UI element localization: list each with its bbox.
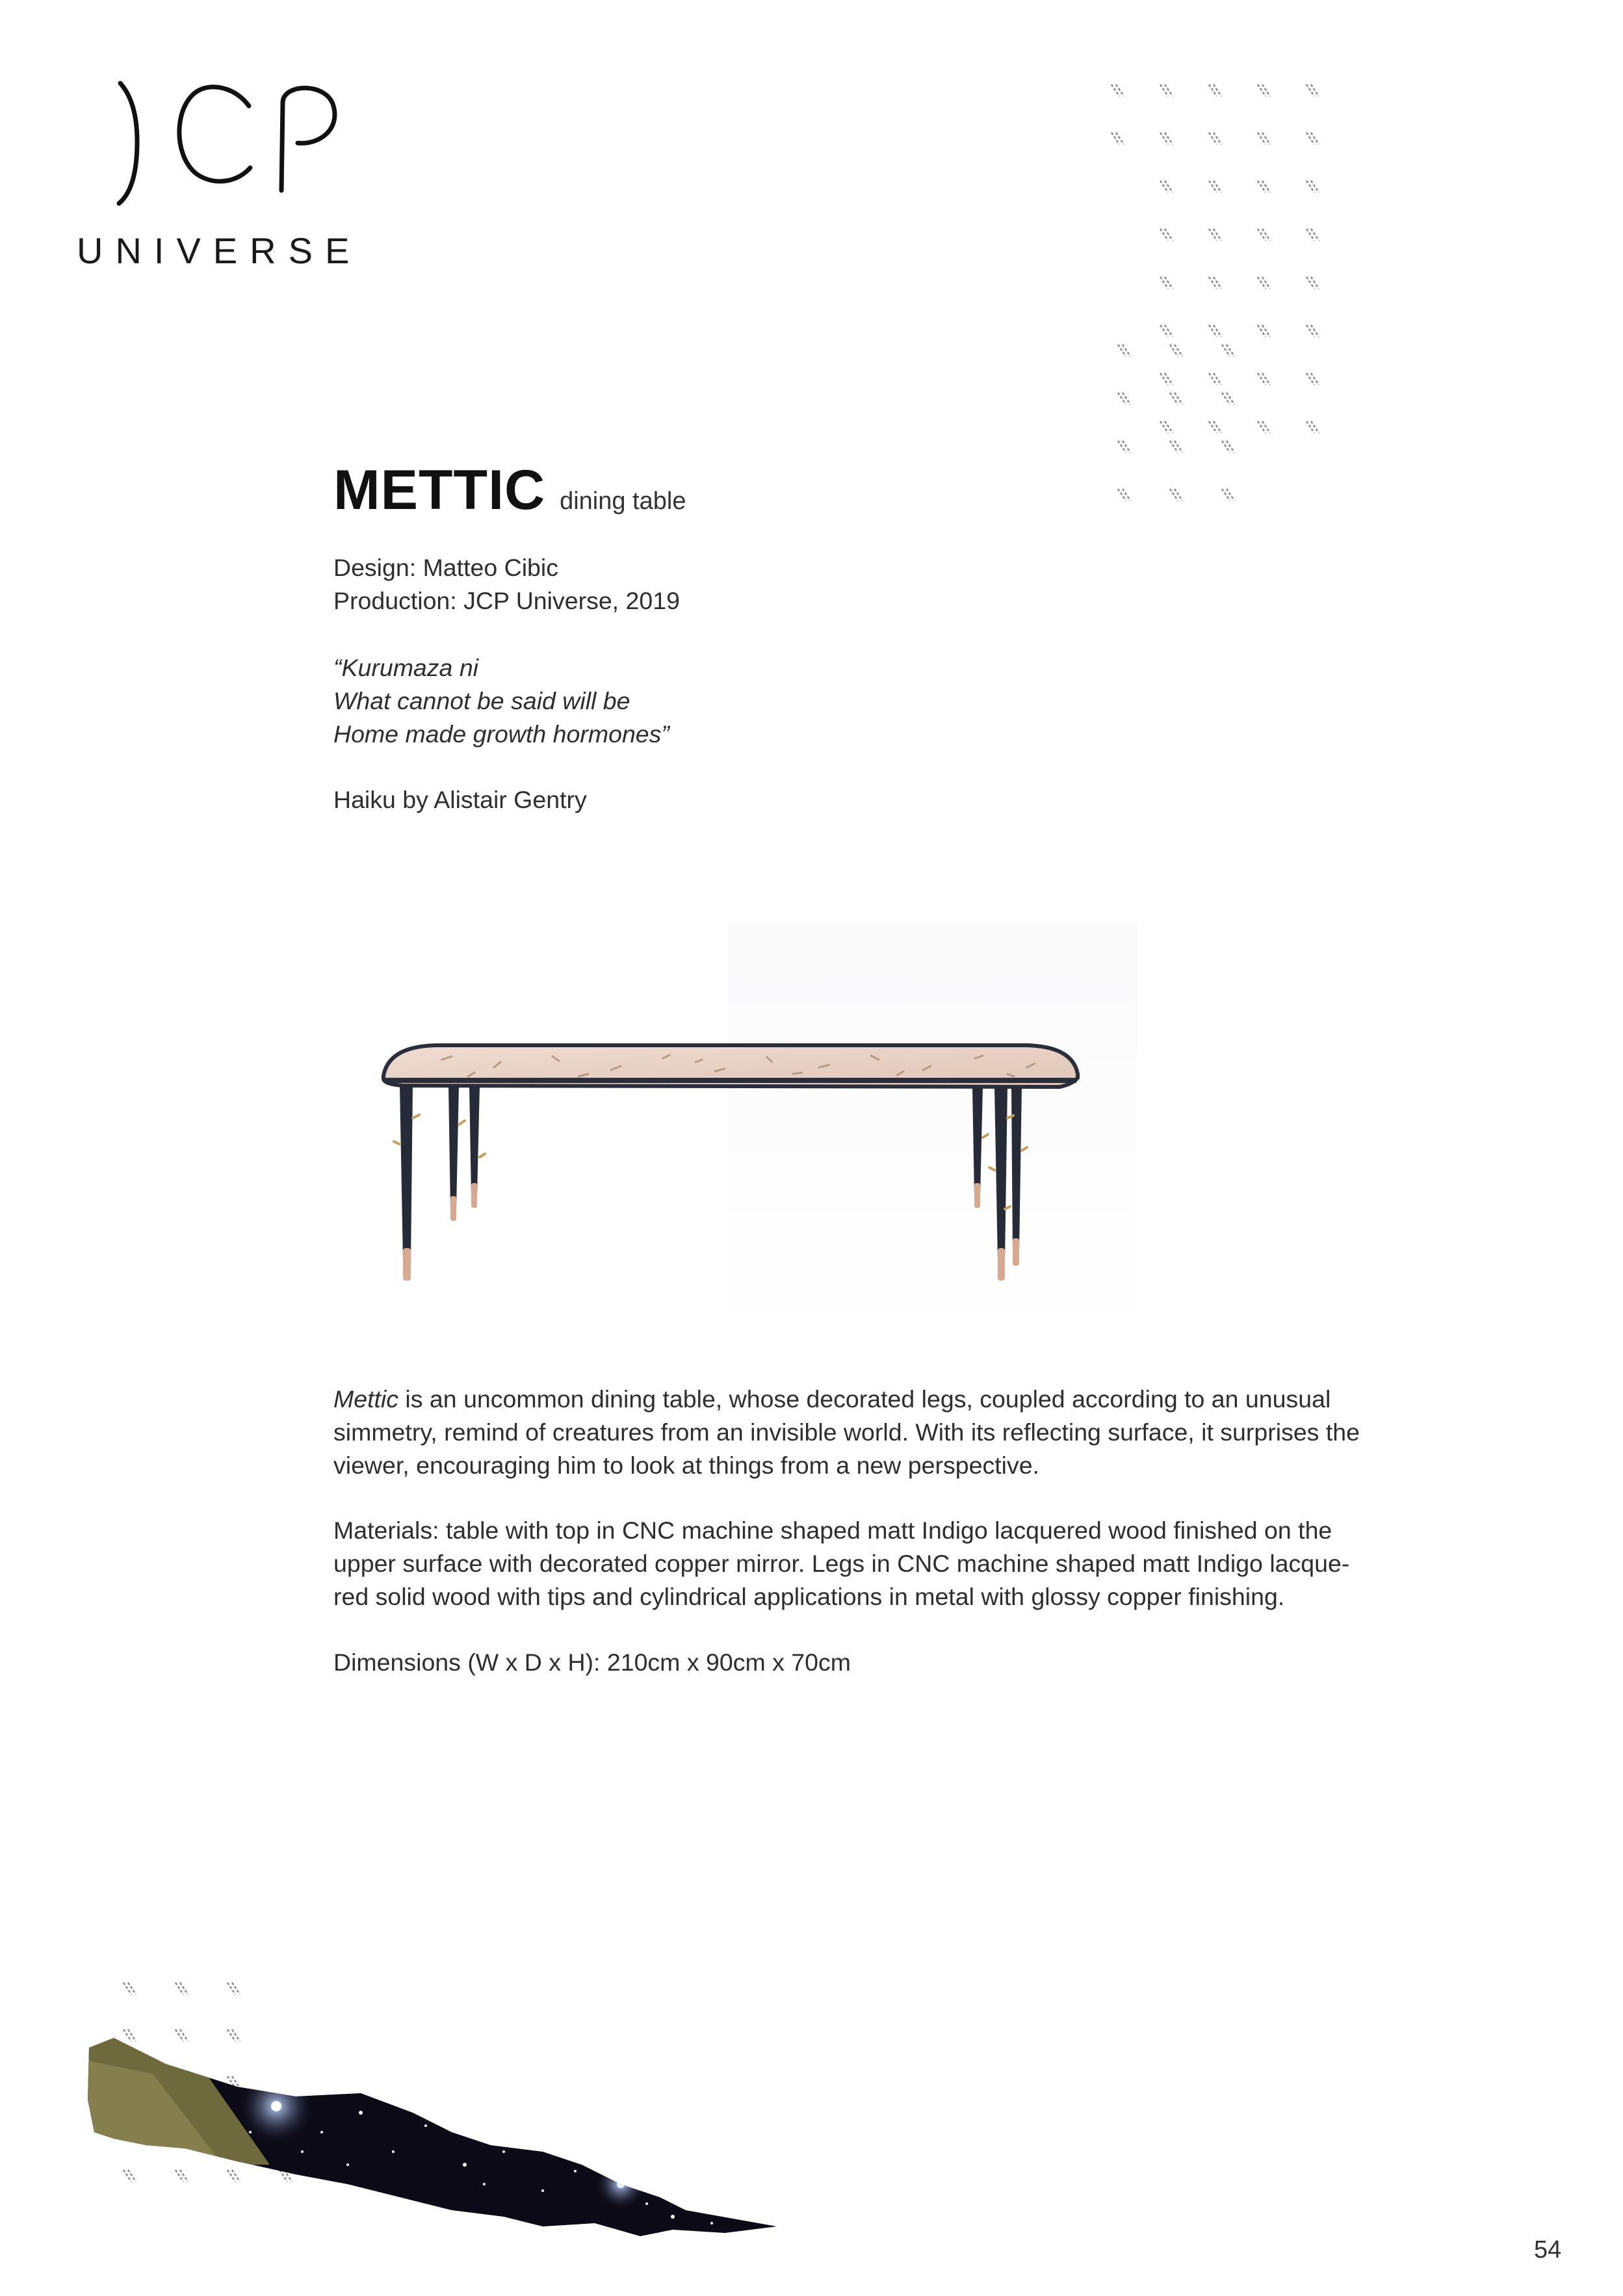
- dash-mark: [1175, 489, 1182, 501]
- haiku-line: “Kurumaza ni: [333, 654, 479, 681]
- dash-mark: [1209, 277, 1217, 289]
- dash-mark: [1311, 181, 1319, 192]
- dash-mark: [1306, 229, 1314, 241]
- dash-mark: [1160, 85, 1168, 96]
- product-title: [333, 458, 686, 523]
- dash-mark: [1222, 441, 1230, 452]
- dash-mark: [175, 1983, 183, 1994]
- dash-mark: [1258, 181, 1266, 192]
- dash-mark: [1214, 133, 1221, 144]
- dash-mark: [1311, 85, 1319, 96]
- materials-line: red solid wood with tips and cylindrical applications in metal with glossy copper finishing.: [333, 1583, 1285, 1610]
- haiku: [333, 651, 669, 751]
- dash-mark: [1306, 133, 1314, 144]
- product-description: [333, 1383, 1536, 1482]
- dash-mark: [1214, 373, 1221, 385]
- dash-mark: [1311, 277, 1319, 289]
- dash-mark: [1214, 181, 1221, 192]
- dash-mark: [1175, 441, 1182, 452]
- materials-description: [333, 1514, 1536, 1613]
- description-line: simmetry, remind of creatures from an invisible world. With its reflecting surface, it surprises the: [333, 1418, 1360, 1446]
- logo-wordmark: UNIVERSE: [77, 230, 362, 271]
- dash-mark: [1258, 325, 1266, 337]
- dash-mark: [1306, 325, 1314, 337]
- dash-mark: [1262, 229, 1270, 241]
- dash-mark: [1118, 489, 1126, 501]
- dash-mark: [1209, 325, 1217, 337]
- dash-mark: [1227, 441, 1234, 452]
- dash-mark: [1262, 277, 1270, 289]
- dash-mark: [1311, 373, 1319, 385]
- dash-mark: [1111, 85, 1119, 96]
- description-line: viewer, encouraging him to look at things from a new perspective.: [333, 1452, 1039, 1479]
- dash-mark: [1170, 345, 1178, 356]
- dash-mark: [1258, 229, 1266, 241]
- dash-mark: [128, 1983, 136, 1994]
- production-credit: Production: JCP Universe, 2019: [333, 587, 680, 614]
- haiku-line: Home made growth hormones”: [333, 720, 669, 748]
- dash-mark: [1170, 441, 1178, 452]
- dash-mark: [1111, 133, 1119, 144]
- dash-mark: [1170, 393, 1178, 404]
- page-number: 54: [1534, 2236, 1562, 2263]
- dash-mark: [1209, 373, 1217, 385]
- dash-mark: [1214, 325, 1221, 337]
- dash-mark: [1165, 229, 1173, 241]
- dash-mark: [1160, 325, 1168, 337]
- dash-mark: [1175, 345, 1182, 356]
- dash-mark: [1311, 325, 1319, 337]
- product-name: METTIC: [333, 459, 546, 521]
- decorative-dash-pattern: [1105, 78, 1527, 533]
- dash-mark: [1160, 373, 1168, 385]
- dash-mark: [1209, 133, 1217, 144]
- dash-mark: [1262, 133, 1270, 144]
- dash-mark: [1306, 181, 1314, 192]
- dash-mark: [1214, 229, 1221, 241]
- dash-mark: [232, 1983, 240, 1994]
- dash-mark: [1306, 421, 1314, 433]
- dash-mark: [1311, 229, 1319, 241]
- dash-mark: [1165, 133, 1173, 144]
- dash-mark: [1118, 393, 1126, 404]
- dash-mark: [1209, 421, 1217, 433]
- haiku-line: What cannot be said will be: [333, 687, 630, 714]
- dash-mark: [1222, 489, 1230, 501]
- dash-mark: [1258, 373, 1266, 385]
- dash-mark: [1311, 133, 1319, 144]
- dash-mark: [1123, 489, 1130, 501]
- haiku-author: Haiku by Alistair Gentry: [333, 786, 587, 813]
- dimensions: Dimensions (W x D x H): 210cm x 90cm x 70cm: [333, 1649, 851, 1676]
- dash-mark: [1170, 489, 1178, 501]
- dash-mark: [1214, 277, 1221, 289]
- dash-mark: [1160, 277, 1168, 289]
- dash-mark: [1165, 421, 1173, 433]
- dash-mark: [1262, 85, 1270, 96]
- dash-mark: [1209, 85, 1217, 96]
- dash-mark: [1306, 373, 1314, 385]
- dash-mark: [1165, 277, 1173, 289]
- space-fragment-illustration: [88, 2035, 790, 2243]
- dash-mark: [180, 1983, 188, 1994]
- dash-mark: [1165, 325, 1173, 337]
- dash-mark: [1123, 441, 1130, 452]
- dash-mark: [1214, 421, 1221, 433]
- design-credit: Design: Matteo Cibic: [333, 554, 558, 581]
- dash-mark: [1222, 393, 1230, 404]
- dash-mark: [1160, 421, 1168, 433]
- dash-mark: [1165, 373, 1173, 385]
- dash-mark: [1209, 181, 1217, 192]
- dash-mark: [1258, 85, 1266, 96]
- description-line: Mettic is an uncommon dining table, whose decorated legs, coupled according to an unusual: [333, 1385, 1331, 1413]
- table-product-photo: [364, 923, 1137, 1339]
- dash-mark: [1227, 489, 1234, 501]
- jcp-logo-mark: [112, 77, 359, 207]
- product-type: dining table: [560, 488, 686, 515]
- dash-mark: [1214, 85, 1221, 96]
- dash-mark: [1118, 345, 1126, 356]
- dash-mark: [1258, 421, 1266, 433]
- dash-mark: [1227, 345, 1234, 356]
- dash-mark: [1306, 85, 1314, 96]
- dash-mark: [1160, 181, 1168, 192]
- brand-logo: [77, 77, 363, 272]
- dash-mark: [1160, 133, 1168, 144]
- dash-mark: [227, 1983, 235, 1994]
- dash-mark: [1165, 181, 1173, 192]
- materials-line: upper surface with decorated copper mirror. Legs in CNC machine shaped matt Indigo lacque-: [333, 1550, 1350, 1577]
- dash-mark: [1262, 373, 1270, 385]
- dash-mark: [1175, 393, 1182, 404]
- dash-mark: [1262, 325, 1270, 337]
- dash-mark: [1306, 277, 1314, 289]
- dash-mark: [1262, 421, 1270, 433]
- dash-mark: [1160, 229, 1168, 241]
- dash-mark: [1311, 421, 1319, 433]
- dash-mark: [1123, 393, 1130, 404]
- dash-mark: [1227, 393, 1234, 404]
- dash-mark: [1165, 85, 1173, 96]
- dash-mark: [1222, 345, 1230, 356]
- dash-mark: [1116, 85, 1124, 96]
- dash-mark: [1209, 229, 1217, 241]
- product-credits: [333, 551, 680, 618]
- materials-line: Materials: table with top in CNC machine shaped matt Indigo lacquered wood finished on the: [333, 1517, 1332, 1544]
- dash-mark: [1262, 181, 1270, 192]
- dash-mark: [1258, 133, 1266, 144]
- dash-mark: [1258, 277, 1266, 289]
- dash-mark: [123, 1983, 131, 1994]
- dash-mark: [1123, 345, 1130, 356]
- dash-mark: [1116, 133, 1124, 144]
- dash-mark: [1118, 441, 1126, 452]
- product-name-ref: Mettic: [333, 1385, 399, 1413]
